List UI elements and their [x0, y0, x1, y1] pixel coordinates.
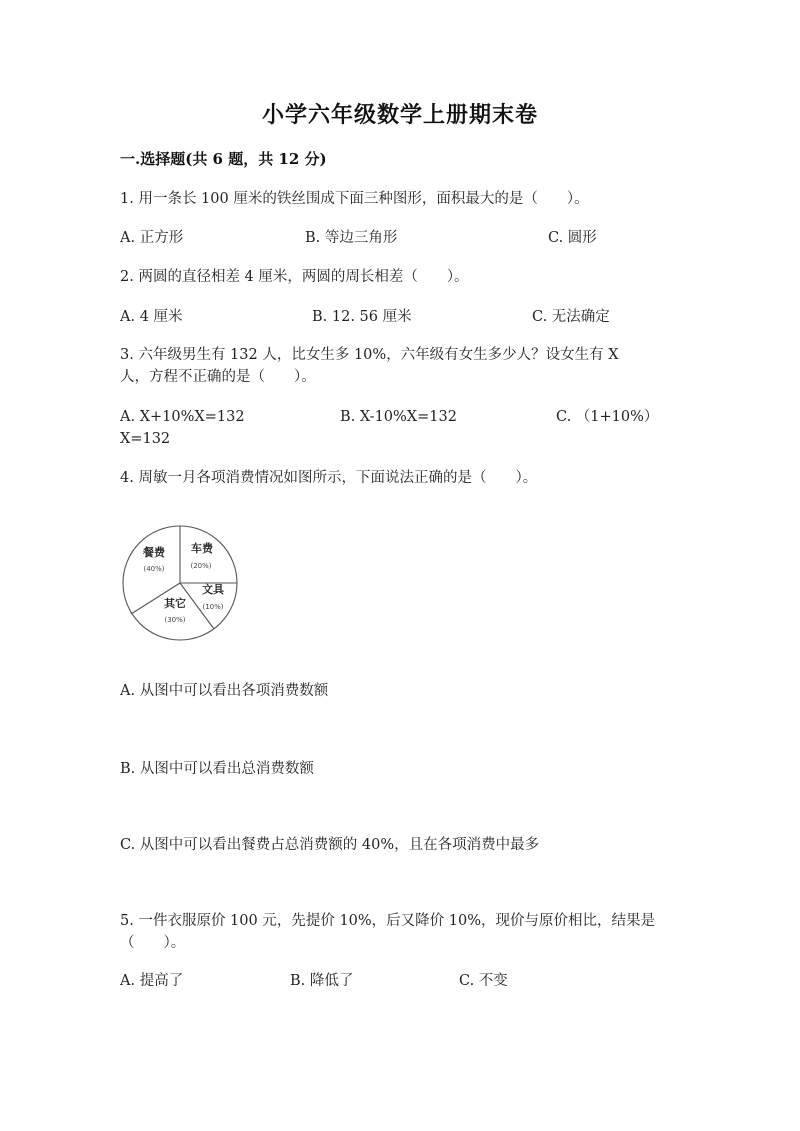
question-1-stem: 1. 用一条长 100 厘米的铁丝围成下面三种图形，面积最大的是（ ）。	[120, 191, 589, 207]
question-5-option-a[interactable]: A. 提高了	[120, 973, 184, 989]
question-3-option-c[interactable]: C. （1+10%）	[556, 409, 659, 425]
question-5-option-b[interactable]: B. 降低了	[290, 973, 354, 989]
question-3-stem-line-1: 3. 六年级男生有 132 人，比女生多 10%，六年级有女生多少人？设女生有 X	[120, 347, 619, 363]
page-title: 小学六年级数学上册期末卷	[261, 102, 538, 128]
pie-pct-wenju: (10%)	[202, 603, 224, 611]
question-4-stem: 4. 周敏一月各项消费情况如图所示，下面说法正确的是（ ）。	[120, 470, 538, 486]
question-4-option-c[interactable]: C. 从图中可以看出餐费占总消费额的 40%，且在各项消费中最多	[120, 837, 540, 853]
question-1-option-a[interactable]: A. 正方形	[120, 230, 184, 246]
pie-pct-canfei: (40%)	[143, 565, 165, 573]
question-5-stem-line-1: 5. 一件衣服原价 100 元，先提价 10%，后又降价 10%，现价与原价相比，结果是	[120, 913, 656, 929]
question-5-option-c[interactable]: C. 不变	[459, 973, 508, 989]
question-1-option-b[interactable]: B. 等边三角形	[305, 230, 398, 246]
pie-label-canfei: 餐费	[143, 546, 165, 559]
question-4-option-a[interactable]: A. 从图中可以看出各项消费数额	[120, 683, 329, 699]
question-5-stem-line-2: （ ）。	[120, 935, 186, 951]
question-1-option-c[interactable]: C. 圆形	[548, 230, 597, 246]
section-heading: 一.选择题(共 6 题，共 12 分)	[120, 150, 327, 168]
pie-label-wenju: 文具	[202, 583, 224, 596]
question-3-option-a[interactable]: A. X+10%X=132	[120, 409, 245, 425]
question-2-option-c[interactable]: C. 无法确定	[532, 309, 610, 325]
question-3-option-b[interactable]: B. X-10%X=132	[340, 409, 457, 425]
consumption-pie-chart	[118, 525, 246, 645]
pie-label-chefei: 车费	[191, 542, 213, 555]
question-2-stem: 2. 两圆的直径相差 4 厘米，两圆的周长相差（ ）。	[120, 269, 469, 285]
pie-pct-qita: (30%)	[164, 616, 186, 624]
question-2-option-a[interactable]: A. 4 厘米	[120, 309, 183, 325]
question-3-option-c-continued: X=132	[120, 431, 171, 447]
pie-pct-chefei: (20%)	[190, 562, 212, 570]
question-2-option-b[interactable]: B. 12. 56 厘米	[312, 309, 412, 325]
question-3-stem-line-2: 人，方程不正确的是（ ）。	[120, 369, 316, 385]
question-4-option-b[interactable]: B. 从图中可以看出总消费数额	[120, 761, 314, 777]
pie-label-qita: 其它	[164, 597, 186, 610]
